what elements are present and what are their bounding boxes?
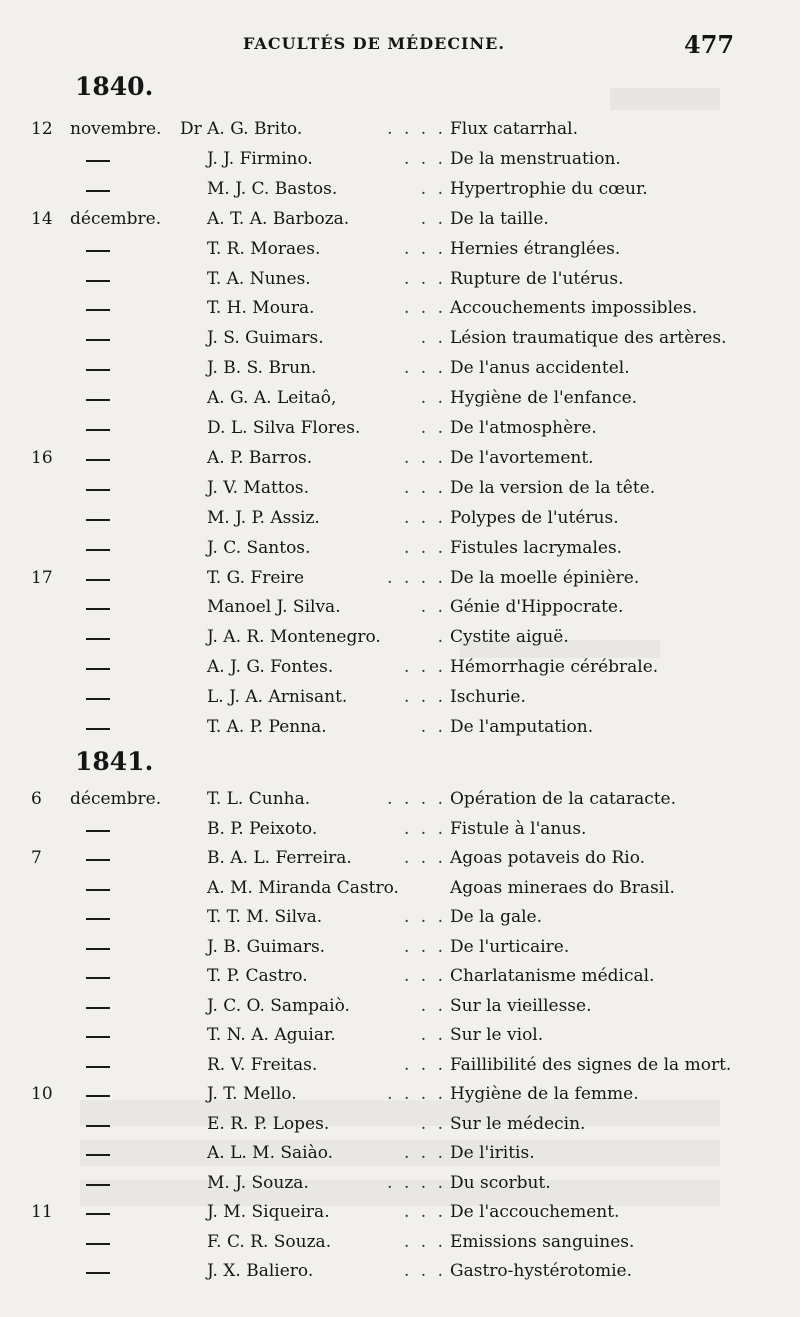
entry-day: 10 [31,1084,53,1104]
author-name: M. J. P. Assiz. [207,507,320,528]
author-name: F. C. R. Souza. [207,1231,332,1252]
thesis-subject: De l'accouchement. [450,1202,620,1222]
thesis-subject: Hémorrhagie cérébrale. [450,657,659,678]
table-row [0,1080,800,1109]
author-name: T. N. A. Aguiar. [207,1025,336,1045]
thesis-subject: De la menstruation. [450,148,621,169]
thesis-subject: Faillibilité des signes de la mort. [450,1054,732,1075]
thesis-subject: Polypes de l'utérus. [450,507,619,528]
table-row [0,504,800,533]
ditto-dash [86,638,110,640]
table-row [0,593,800,622]
entry-day: 11 [31,1202,53,1222]
ditto-dash [86,309,110,311]
table-row [0,785,800,814]
ditto-dash [86,830,110,832]
dot-leader: . . . . [387,1084,446,1104]
entry-day: 6 [31,789,42,809]
thesis-subject: Agoas potaveis do Rio. [450,848,646,868]
thesis-subject: De la taille. [450,208,549,229]
ditto-dash [86,280,110,282]
thesis-subject: De l'atmosphère. [450,418,597,438]
ditto-dash [86,608,110,610]
dot-leader: . . . [403,1202,446,1222]
table-row [0,1110,800,1139]
dot-leader: . . [420,597,446,618]
ditto-dash [86,549,110,551]
thesis-subject: Du scorbut. [450,1172,551,1193]
entry-day: 17 [31,567,53,588]
table-row [0,1051,800,1080]
ditto-dash [86,1066,110,1068]
ditto-dash [86,1184,110,1186]
table-row [0,1169,800,1198]
thesis-subject: De la moelle épinière. [450,567,640,588]
dot-leader: . . . [403,966,446,986]
table-row [0,354,800,383]
table-row [0,414,800,443]
ditto-dash [86,728,110,730]
table-row [0,653,800,682]
ditto-dash [86,1095,110,1097]
dot-leader: . . [420,995,446,1016]
dot-leader: . . [420,1025,446,1045]
year-heading-1841: 1841. [75,747,154,776]
table-row [0,623,800,652]
dot-leader: . . . [403,507,446,528]
thesis-subject: Opération de la cataracte. [450,789,677,809]
dot-leader: . . . [403,657,446,678]
dot-leader: . . . [403,1261,446,1281]
dot-leader: . . . [403,238,446,259]
author-name: T. P. Castro. [207,966,308,986]
table-row [0,962,800,991]
ditto-dash [86,698,110,700]
author-name: T. T. M. Silva. [207,907,323,927]
table-row [0,265,800,294]
thesis-subject: Hygiène de l'enfance. [450,388,638,409]
ditto-dash [86,1125,110,1127]
ditto-dash [86,369,110,371]
dot-leader: . . [420,1113,446,1134]
entry-month: décembre. [70,208,162,229]
dot-leader: . . . [403,907,446,927]
dot-leader: . . [420,178,446,199]
author-name: J. J. Firmino. [207,148,313,169]
author-name: J. B. Guimars. [207,936,326,957]
table-row [0,713,800,742]
table-row [0,235,800,264]
author-name: A. J. G. Fontes. [207,657,334,678]
author-name: T. G. Freire [207,567,305,588]
thesis-subject: Sur le médecin. [450,1113,586,1134]
author-name: B. A. L. Ferreira. [207,848,352,868]
author-name: Dr A. G. Brito. [180,119,303,139]
dot-leader: . . . . [387,789,446,809]
table-row [0,205,800,234]
thesis-subject: De l'urticaire. [450,936,570,957]
table-row [0,903,800,932]
ditto-dash [86,519,110,521]
thesis-subject: De l'iritis. [450,1143,535,1163]
table-row [0,145,800,174]
ditto-dash [86,977,110,979]
ditto-dash [86,948,110,950]
ditto-dash [86,339,110,341]
dot-leader: . . . [403,818,446,839]
thesis-subject: Lésion traumatique des artères. [450,328,727,349]
table-row [0,175,800,204]
ditto-dash [86,859,110,861]
dot-leader: . . . [403,268,446,289]
ditto-dash [86,429,110,431]
ditto-dash [86,1154,110,1156]
table-row [0,933,800,962]
author-name: E. R. P. Lopes. [207,1113,330,1134]
thesis-subject: Hypertrophie du cœur. [450,178,648,199]
author-name: T. A. P. Penna. [207,717,327,737]
table-row [0,534,800,563]
ditto-dash [86,459,110,461]
ditto-dash [86,489,110,491]
table-row [0,115,800,144]
ditto-dash [86,399,110,401]
table-row [0,444,800,473]
author-name: T. A. Nunes. [207,268,311,289]
thesis-subject: Gastro-hystérotomie. [450,1261,632,1281]
entry-month: décembre. [70,789,162,809]
dot-leader: . . . . [387,1172,446,1193]
table-row [0,474,800,503]
dot-leader: . . . [403,447,446,468]
thesis-subject: Charlatanisme médical. [450,966,655,986]
dot-leader: . . [420,418,446,438]
table-row [0,1198,800,1227]
thesis-subject: Ischurie. [450,687,526,708]
author-name: J. X. Baliero. [207,1261,314,1281]
thesis-subject: Génie d'Hippocrate. [450,597,624,618]
author-name: M. J. Souza. [207,1172,309,1193]
ditto-dash [86,160,110,162]
dot-leader: . . . . [387,567,446,588]
thesis-subject: Hernies étranglées. [450,238,621,259]
author-name: A. M. Miranda Castro. [207,877,399,898]
author-name: T. L. Cunha. [207,789,311,809]
author-name: D. L. Silva Flores. [207,418,361,438]
author-name: B. P. Peixoto. [207,818,318,839]
dot-leader: . . . [403,687,446,708]
thesis-subject: De l'amputation. [450,717,594,737]
ditto-dash [86,1272,110,1274]
author-name: A. G. A. Leitaô, [207,388,337,409]
dot-leader: . . . [403,1231,446,1252]
author-name: J. V. Mattos. [207,477,309,498]
table-row [0,324,800,353]
dot-leader: . . . . [387,119,446,139]
thesis-subject: De l'avortement. [450,447,594,468]
table-row [0,1257,800,1286]
author-name: J. B. S. Brun. [207,358,317,379]
dot-leader: . . . [403,477,446,498]
ditto-dash [86,1213,110,1215]
running-title: FACULTÉS DE MÉDECINE. [243,34,505,53]
ditto-dash [86,668,110,670]
page-number: 477 [684,30,735,59]
table-row [0,1021,800,1050]
author-name: R. V. Freitas. [207,1054,318,1075]
table-row [0,683,800,712]
dot-leader: . . [420,388,446,409]
author-name: T. R. Moraes. [207,238,321,259]
table-row [0,1228,800,1257]
author-name: J. A. R. Montenegro. [207,627,381,648]
ditto-dash [86,190,110,192]
dot-leader: . . . [403,848,446,868]
thesis-subject: Sur le viol. [450,1025,544,1045]
author-name: A. P. Barros. [207,447,313,468]
table-row [0,844,800,873]
thesis-subject: De la gale. [450,907,542,927]
author-name: J. C. O. Sampaiò. [207,995,350,1016]
ditto-dash [86,1243,110,1245]
author-name: A. T. A. Barboza. [207,208,350,229]
thesis-subject: Cystite aiguë. [450,627,569,648]
table-row [0,384,800,413]
entry-month: novembre. [70,119,162,139]
dot-leader: . . . [403,936,446,957]
author-name: J. S. Guimars. [207,328,324,349]
thesis-subject: Rupture de l'utérus. [450,268,624,289]
ditto-dash [86,889,110,891]
thesis-subject: Hygiène de la femme. [450,1084,639,1104]
entry-day: 14 [31,208,53,229]
dot-leader: . . . [403,148,446,169]
thesis-subject: Agoas mineraes do Brasil. [450,877,675,898]
ditto-dash [86,918,110,920]
entry-day: 16 [31,447,53,468]
dot-leader: . . . [403,358,446,379]
thesis-subject: De l'anus accidentel. [450,358,630,379]
year-heading-1840: 1840. [75,72,154,101]
table-row [0,874,800,903]
dot-leader: . . . [403,1054,446,1075]
thesis-subject: Sur la vieillesse. [450,995,592,1016]
author-name: M. J. C. Bastos. [207,178,338,199]
dot-leader: . . . [403,1143,446,1163]
dot-leader: . . [420,717,446,737]
thesis-subject: Emissions sanguines. [450,1231,635,1252]
table-row [0,564,800,593]
author-name: A. L. M. Saiào. [207,1143,334,1163]
thesis-subject: Accouchements impossibles. [450,298,698,319]
thesis-subject: Fistule à l'anus. [450,818,587,839]
dot-leader: . . . [403,298,446,319]
entry-day: 12 [31,119,53,139]
ditto-dash [86,1036,110,1038]
dot-leader: . [437,627,446,648]
author-name: J. C. Santos. [207,537,311,558]
thesis-subject: Fistules lacrymales. [450,537,623,558]
table-row [0,1139,800,1168]
author-name: L. J. A. Arnisant. [207,687,348,708]
author-name: J. M. Siqueira. [207,1202,330,1222]
ditto-dash [86,1007,110,1009]
ditto-dash [86,250,110,252]
table-row [0,992,800,1021]
author-name: Manoel J. Silva. [207,597,341,618]
dot-leader: . . . [403,537,446,558]
thesis-subject: De la version de la tête. [450,477,656,498]
author-name: T. H. Moura. [207,298,315,319]
author-name: J. T. Mello. [207,1084,297,1104]
table-row [0,815,800,844]
dot-leader: . . [420,328,446,349]
thesis-subject: Flux catarrhal. [450,119,578,139]
table-row [0,294,800,323]
ditto-dash [86,579,110,581]
dot-leader: . . [420,208,446,229]
entry-day: 7 [31,848,42,868]
